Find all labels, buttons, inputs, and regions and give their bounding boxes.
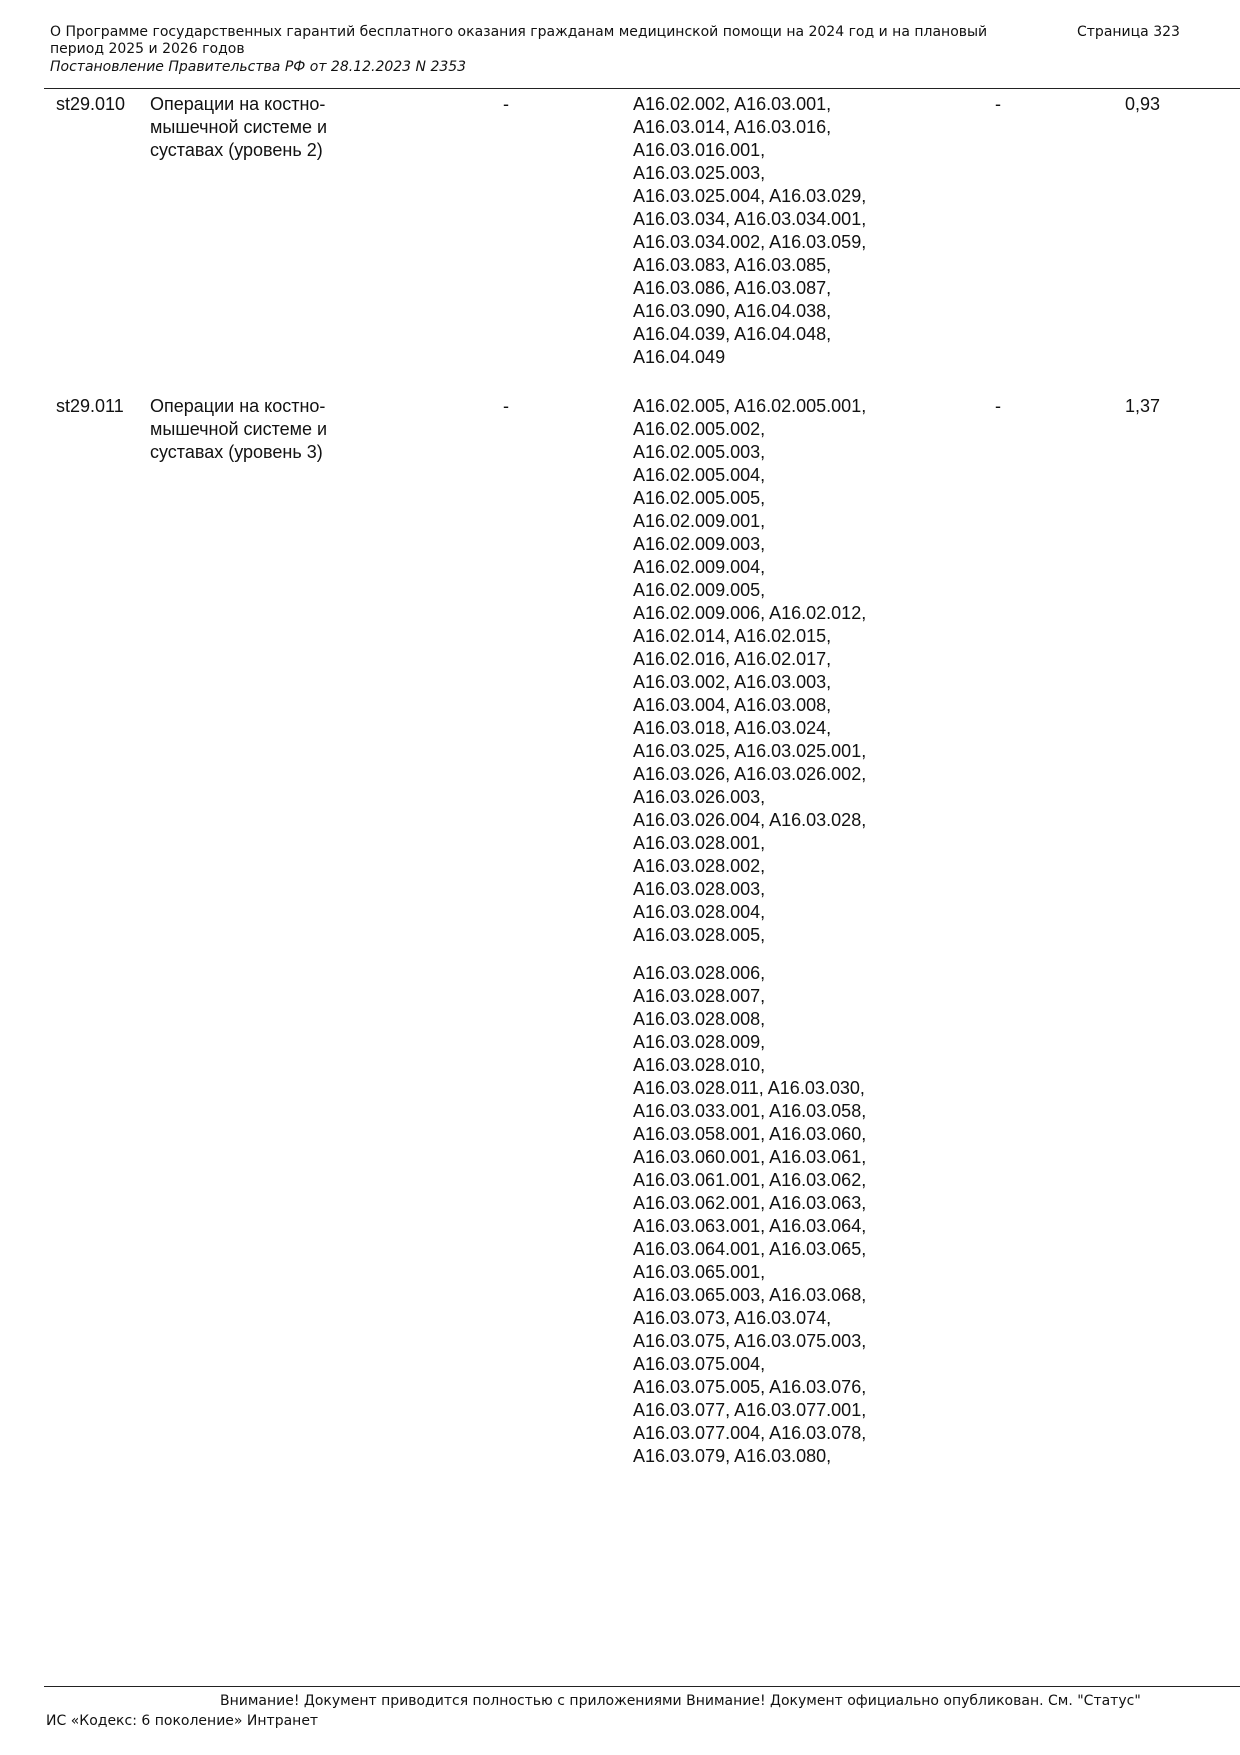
row-name: Операции на костно-мышечной системе и суставах (уровень 2) <box>150 94 328 160</box>
row-code: st29.010 <box>56 94 126 114</box>
document-header-title: О Программе государственных гарантий бесплатного оказания гражданам медицинской помощи на 2024 год и на плановый период 2025 и 2026 годов <box>50 24 988 57</box>
row-dash-1: - <box>503 396 509 416</box>
footer-divider <box>44 1686 1240 1687</box>
row-operations: A16.02.005, A16.02.005.001, A16.02.005.002, A16.02.005.003, A16.02.005.004, A16.02.005.005, A16.02.009.001, A16.02.009.003, A16.02.009.004, A16.02.009.005, A16.02.009.006, A16.02.012, A16.02.014, A16.02.015, A16.02.016, A16.02.017, A16.03.002, A16.03.003, A16.03.004, A16.03.008, A16.03.018, A16.03.024, A16.03.025, A16.03.025.001, A16.03.026, A16.03.026.002, A16.03.026.003, A16.03.026.004, A16.03.028, A16.03.028.001, A16.03.028.002, A16.03.028.003, A16.03.028.004, A16.03.028.005, <box>633 396 867 945</box>
document-subtitle: Постановление Правительства РФ от 28.12.2023 N 2353 <box>50 59 467 75</box>
page-number: Страница 323 <box>1077 24 1180 40</box>
row-coefficient: 1,37 <box>1124 396 1160 416</box>
footer-note: Внимание! Документ приводится полностью с приложениями Внимание! Документ официально опубликован. См. "Статус" <box>220 1693 1141 1709</box>
row-dash-2: - <box>995 396 1001 416</box>
header-divider <box>44 88 1240 89</box>
row-operations-continued: A16.03.028.006, A16.03.028.007, A16.03.028.008, A16.03.028.009, A16.03.028.010, A16.03.028.011, A16.03.030, A16.03.033.001, A16.03.058, A16.03.058.001, A16.03.060, A16.03.060.001, A16.03.061, A16.03.061.001, A16.03.062, A16.03.062.001, A16.03.063, A16.03.063.001, A16.03.064, A16.03.064.001, A16.03.065, A16.03.065.001, A16.03.065.003, A16.03.068, A16.03.073, A16.03.074, A16.03.075, A16.03.075.003, A16.03.075.004, A16.03.075.005, A16.03.076, A16.03.077, A16.03.077.001, A16.03.077.004, A16.03.078, A16.03.079, A16.03.080, <box>633 963 867 1466</box>
row-name: Операции на костно-мышечной системе и суставах (уровень 3) <box>150 396 328 462</box>
row-code: st29.011 <box>56 396 124 416</box>
row-dash-2: - <box>995 94 1001 114</box>
footer-system: ИС «Кодекс: 6 поколение» Интранет <box>46 1713 319 1729</box>
row-coefficient: 0,93 <box>1124 94 1160 114</box>
row-operations: A16.02.002, A16.03.001, A16.03.014, A16.03.016, A16.03.016.001, A16.03.025.003, A16.03.025.004, A16.03.029, A16.03.034, A16.03.034.001, A16.03.034.002, A16.03.059, A16.03.083, A16.03.085, A16.03.086, A16.03.087, A16.03.090, A16.04.038, A16.04.039, A16.04.048, A16.04.049 <box>633 94 867 367</box>
row-dash-1: - <box>503 94 509 114</box>
